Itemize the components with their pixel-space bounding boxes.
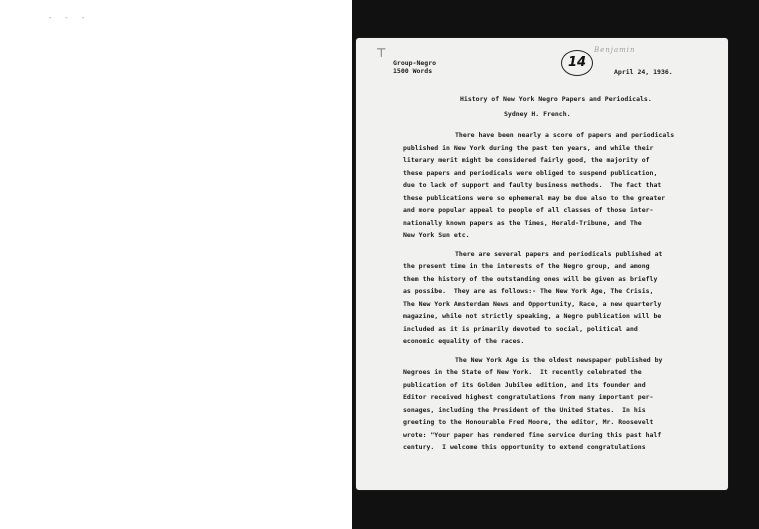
text-line: magazine, while not strictly speaking, a Negro publication will be [403, 312, 662, 320]
word-count: 1500 Words [393, 67, 433, 75]
text-line: literary merit might be considered fairly good, the majority of [403, 156, 650, 164]
text-line: included as it is primarily devoted to social, political and [403, 324, 638, 333]
paragraph-1 [403, 129, 723, 242]
text-line: and more popular appeal to people of all classes of those inter- [403, 206, 654, 214]
text-line: these publications were so ephemeral may be due also to the greater [403, 193, 666, 202]
text-line: Editor received highest congratulations from many important per- [403, 393, 654, 401]
document-author: Sydney H. French. [504, 110, 571, 118]
text-line: nationally known papers as the Times, Herald-Tribune, and The [403, 218, 642, 227]
text-line: Negroes in the State of New York. It recently celebrated the [403, 368, 642, 376]
text-line: them the history of the outstanding ones will be given as briefly [403, 274, 658, 283]
text-line: wrote: "Your paper has rendered fine service during this past half [403, 430, 662, 439]
text-line: publication of its Golden Jubilee edition, and its founder and [403, 380, 646, 389]
document-title: History of New York Negro Papers and Periodicals. [460, 95, 652, 103]
text-line: published in New York during the past ten years, and while their [403, 143, 654, 152]
page-number-circled: 14 [561, 50, 593, 76]
text-line: economic equality of the races. [403, 337, 525, 345]
text-line: There are several papers and periodicals published at [455, 249, 663, 258]
pencil-annotation: Benjamin [594, 46, 636, 54]
group-label: Group-Negro [393, 59, 437, 67]
document-date: April 24, 1936. [614, 68, 673, 76]
text-line: The New York Amsterdam News and Opportunity, Race, a new quarterly [403, 299, 662, 308]
text-line: New York Sun etc. [403, 231, 470, 239]
pencil-check-mark-icon: ⊤ [376, 46, 387, 60]
text-line: these papers and periodicals were obliged to suspend publication, [403, 168, 658, 177]
text-line: century. I welcome this opportunity to extend congratulations [403, 443, 646, 451]
text-line: greeting to the Honourable Fred Moore, the editor, Mr. Roosevelt [403, 418, 654, 426]
text-line: due to lack of support and faulty business methods. The fact that [403, 181, 662, 189]
text-line: sonages, including the President of the United States. In his [403, 405, 646, 414]
typewritten-page [356, 38, 728, 490]
text-line: the present time in the interests of the Negro group, and among [403, 262, 650, 270]
paragraph-2 [403, 248, 723, 348]
text-line: as possibe. They are as follows:- The New York Age, The Crisis, [403, 287, 654, 295]
text-line: The New York Age is the oldest newspaper published by [455, 355, 663, 364]
edge-mark: - - - [48, 14, 90, 22]
text-line: There have been nearly a score of papers and periodicals [455, 131, 675, 139]
paragraph-3 [403, 354, 723, 454]
header-meta [393, 59, 436, 75]
document-body [403, 129, 723, 460]
